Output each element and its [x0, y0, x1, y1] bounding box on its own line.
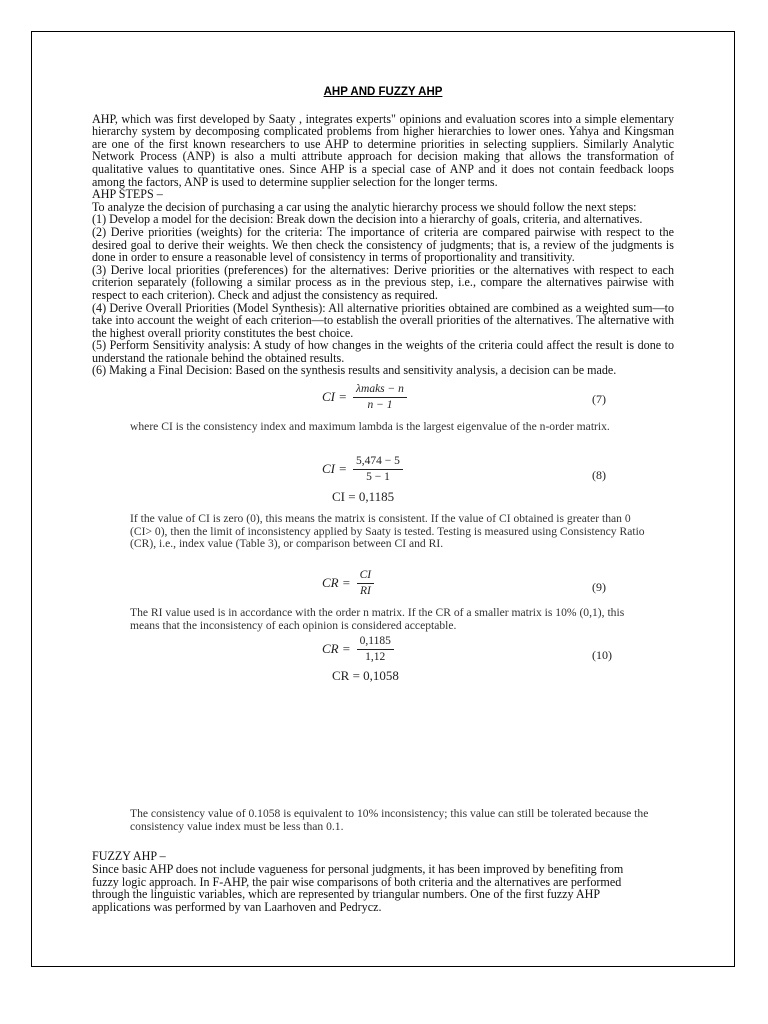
- equation-number: (9): [592, 580, 606, 595]
- equation-lhs: CR =: [322, 574, 351, 590]
- equation-number: (7): [592, 392, 606, 407]
- step-item: (4) Derive Overall Priorities (Model Synthesis): All alternative priorities obtained are combined as a weighted sum—to take into account the weight of each criterion—to establish the overall priorities of the alternatives. The alternative with the highest overall priority constitutes the best choice.: [92, 300, 674, 340]
- equation-excerpt: [92, 383, 674, 693]
- equation-numerator: 5,474 − 5: [353, 455, 403, 470]
- equation-number: (10): [592, 648, 612, 663]
- math-paragraph: The consistency value of 0.1058 is equivalent to 10% inconsistency; this value can still be tolerated because the consistency value index must be less than 0.1.: [130, 807, 649, 833]
- step-item: (1) Develop a model for the decision: Break down the decision into a hierarchy of goals, criteria, and alternatives.: [92, 212, 643, 227]
- fuzzy-ahp-section: [92, 850, 652, 914]
- equation-denominator: n − 1: [367, 398, 393, 411]
- equation-denominator: 5 − 1: [366, 470, 390, 483]
- equation-result: CR = 0,1058: [332, 668, 399, 684]
- math-paragraph: If the value of CI is zero (0), this means the matrix is consistent. If the value of CI obtained is greater than 0 (CI> 0), then the limit of inconsistency applied by Saaty is tested. Testing is measured using Consistency Ratio (CR), i.e., index value (Table 3), or comparison between CI and RI.: [130, 512, 645, 551]
- step-item: (6) Making a Final Decision: Based on the synthesis results and sensitivity analysis, a decision can be made.: [92, 363, 617, 378]
- step-item: (3) Derive local priorities (preferences) for the alternatives: Derive priorities or the alternatives with respect to each criterion separately (following a similar process as in the previous step, i.e., compare the alternatives pairwise with respect to each criterion). Check and adjust the consistency as required.: [92, 262, 674, 302]
- equation-9: [92, 569, 674, 609]
- equation-7: [92, 383, 674, 423]
- equation-denominator: RI: [359, 584, 371, 597]
- math-paragraph: where CI is the consistency index and maximum lambda is the largest eigenvalue of the n-order matrix.: [130, 420, 610, 434]
- equation-lhs: CI =: [322, 460, 348, 476]
- document-title: AHP AND FUZZY AHP: [323, 86, 443, 98]
- fuzzy-paragraph: Since basic AHP does not include vagueness for personal judgments, it has been improved by benefiting from fuzzy logic approach. In F-AHP, the pair wise comparisons of both criteria and the alternatives are performed through the linguistic variables, which are represented by triangular numbers. One of the first fuzzy AHP applications was performed by van Laarhoven and Pedrycz.: [92, 861, 624, 915]
- step-item: (2) Derive priorities (weights) for the criteria: The importance of criteria are compared pairwise with respect to the desired goal to derive their weights. We then check the consistency of judgments; that is, a review of the judgments is done in order to ensure a reasonable level of consistency in terms of proportionality and transitivity.: [92, 224, 674, 265]
- equation-8-result: [92, 491, 674, 507]
- equation-numerator: 0,1185: [357, 635, 394, 650]
- equation-numerator: λmaks − n: [353, 383, 407, 398]
- equation-lhs: CI =: [322, 388, 348, 404]
- equation-lhs: CR =: [322, 640, 351, 656]
- fuzzy-heading: FUZZY AHP –: [92, 849, 166, 863]
- step-item: (5) Perform Sensitivity analysis: A study of how changes in the weights of the criteria could affect the result is done to understand the rationale behind the obtained results.: [92, 338, 674, 365]
- math-paragraph: The RI value used is in accordance with the order n matrix. If the CR of a smaller matrix is 10% (0,1), this means that the inconsistency of each opinion is considered acceptable.: [130, 606, 625, 632]
- equation-denominator: 1,12: [365, 650, 386, 663]
- document-body: [92, 86, 674, 693]
- equation-number: (8): [592, 468, 606, 483]
- steps-lead: To analyze the decision of purchasing a car using the analytic hierarchy process we should follow the next steps:: [92, 199, 637, 214]
- equation-result: CI = 0,1185: [332, 489, 395, 505]
- steps-heading: AHP STEPS –: [92, 187, 163, 202]
- intro-paragraph: AHP, which was first developed by Saaty , integrates experts" opinions and evaluation scores into a simple elementary hierarchy system by decomposing complicated problems from higher hierarchies to lower ones. Yahya and Kingsman are one of the first known researchers to use AHP to determine priorities in selecting suppliers. Similarly Analytic Network Process (ANP) is also a multi attribute approach for decision making that allows the transformation of qualitative values to quantitative ones. Since AHP is a special case of ANP and it does not contain feedback loops among the factors, ANP is used to determine supplier selection for the longer terms.: [92, 111, 674, 189]
- equation-numerator: CI: [357, 569, 375, 584]
- equation-10-result: [92, 670, 674, 686]
